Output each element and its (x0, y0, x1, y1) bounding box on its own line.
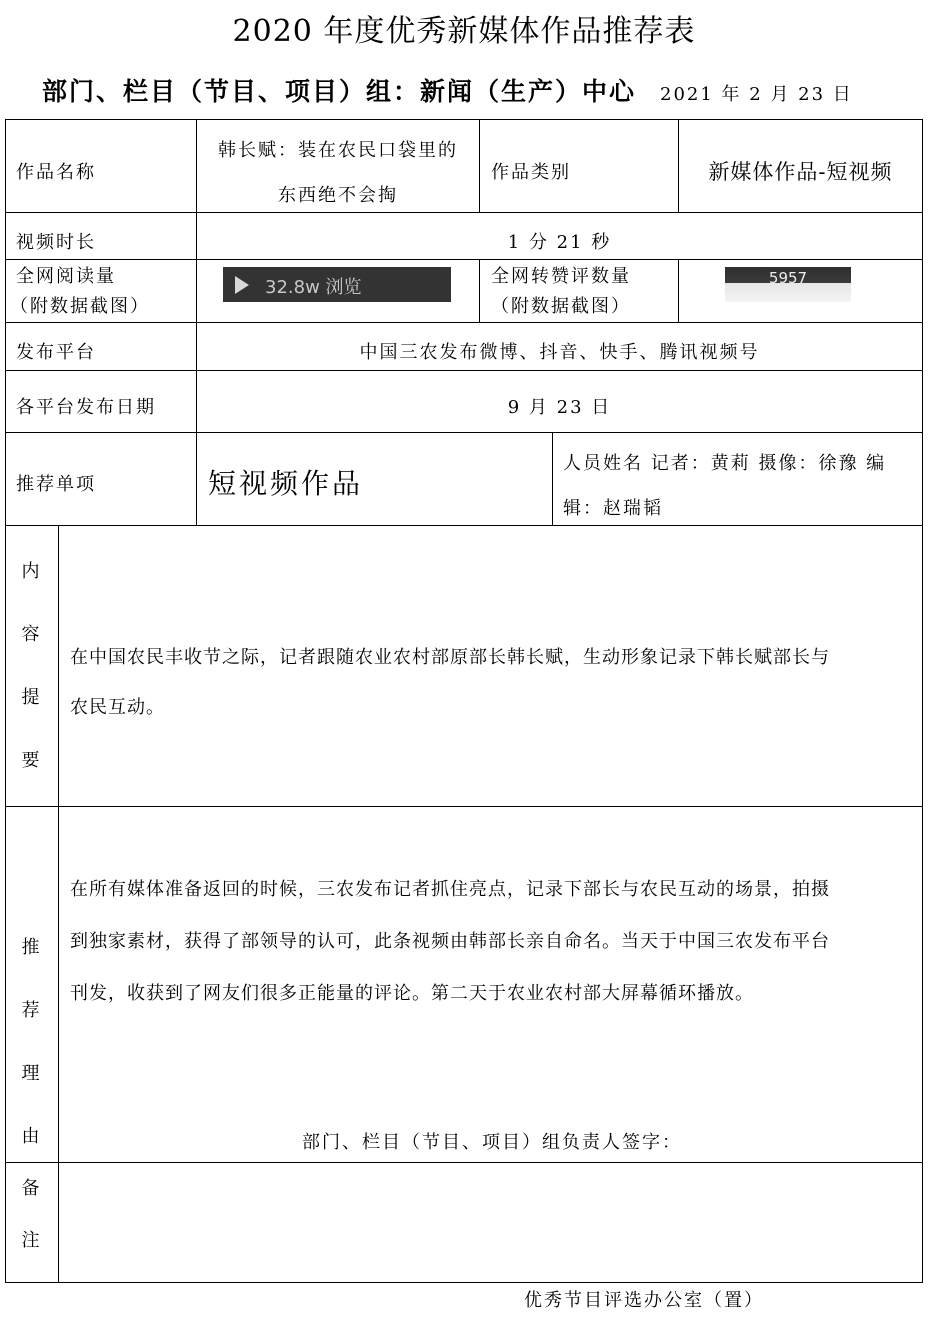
duration-label: 视频时长 (16, 232, 96, 253)
document-date: 2021 年 2 月 23 日 (660, 84, 853, 105)
summary-line: 在中国农民丰收节之际，记者跟随农业农村部原部长韩长赋，生动形象记录下韩长赋部长与 (70, 647, 830, 668)
platform-value: 中国三农发布微博、抖音、快手、腾讯视频号 (359, 342, 760, 363)
platform-label: 发布平台 (16, 342, 96, 363)
remarks-label-char: 备 (21, 1178, 42, 1199)
summary-label-char: 容 (21, 624, 42, 645)
summary-label-char: 要 (21, 750, 42, 771)
reason-line: 刊发，收获到了网友们很多正能量的评论。第二天于农业农村部大屏幕循环播放。 (70, 983, 754, 1004)
remarks-label-char: 注 (21, 1230, 42, 1251)
row-divider (5, 322, 923, 323)
engagement-label-line1: 全网转赞评数量 (491, 266, 631, 287)
row-divider (5, 432, 923, 433)
row-divider (5, 1162, 923, 1163)
views-label-line1: 全网阅读量 (16, 266, 116, 287)
play-icon (235, 276, 249, 294)
document-title: 2020 年度优秀新媒体作品推荐表 (232, 14, 696, 49)
work-name-line2: 东西绝不会掏 (278, 185, 398, 206)
reason-text (70, 864, 915, 1020)
signature-label: 部门、栏目（节目、项目）组负责人签字： (302, 1132, 682, 1153)
summary-label (5, 540, 58, 792)
footer-office: 优秀节目评选办公室（置） (524, 1290, 764, 1311)
reason-label (5, 916, 58, 1168)
recommend-value: 短视频作品 (208, 467, 364, 500)
col-divider (58, 525, 59, 1283)
row-divider (5, 806, 923, 807)
col-divider (196, 259, 197, 322)
engagement-screenshot-text: 5957 (768, 269, 808, 287)
row-divider (5, 259, 923, 260)
col-divider (196, 432, 197, 525)
reason-label-char: 理 (21, 1063, 42, 1084)
views-screenshot-text: 32.8w 浏览 (265, 277, 362, 298)
row-divider (5, 212, 923, 213)
col-divider (552, 432, 553, 525)
engagement-label-line2: （附数据截图） (491, 296, 631, 317)
summary-label-char: 内 (21, 561, 42, 582)
summary-line: 农民互动。 (70, 697, 165, 718)
reason-label-char: 推 (21, 937, 42, 958)
category-label: 作品类别 (491, 162, 571, 183)
duration-value: 1 分 21 秒 (507, 232, 612, 253)
staff-line1: 人员姓名 记者：黄莉 摄像：徐豫 编 (563, 453, 887, 474)
work-name-line1: 韩长赋：装在农民口袋里的 (218, 140, 458, 161)
summary-label-char: 提 (21, 687, 42, 708)
reason-line: 到独家素材，获得了部领导的认可，此条视频由韩部长亲自命名。当天于中国三农发布平台 (70, 931, 830, 952)
views-label-line2: （附数据截图） (10, 296, 150, 317)
summary-text (70, 633, 915, 733)
reason-label-char: 由 (21, 1126, 42, 1147)
department-label: 部门、栏目（节目、项目）组：新闻（生产）中心 (42, 77, 637, 106)
reason-line: 在所有媒体准备返回的时候，三农发布记者抓住亮点，记录下部长与农民互动的场景，拍摄 (70, 879, 830, 900)
views-screenshot (223, 267, 451, 302)
recommend-label: 推荐单项 (16, 474, 96, 495)
remarks-label (5, 1163, 58, 1267)
department-line (42, 72, 902, 108)
publish-date-value: 9 月 23 日 (507, 397, 612, 418)
col-divider (479, 259, 480, 322)
col-divider (479, 119, 480, 212)
staff-line2: 辑：赵瑞韬 (563, 498, 663, 519)
row-divider (5, 370, 923, 371)
row-divider (5, 525, 923, 526)
work-name-label: 作品名称 (16, 162, 96, 183)
category-value: 新媒体作品-短视频 (708, 160, 893, 184)
engagement-screenshot (725, 267, 851, 302)
publish-date-label: 各平台发布日期 (16, 397, 156, 418)
reason-label-char: 荐 (21, 1000, 42, 1021)
col-divider (678, 259, 679, 322)
